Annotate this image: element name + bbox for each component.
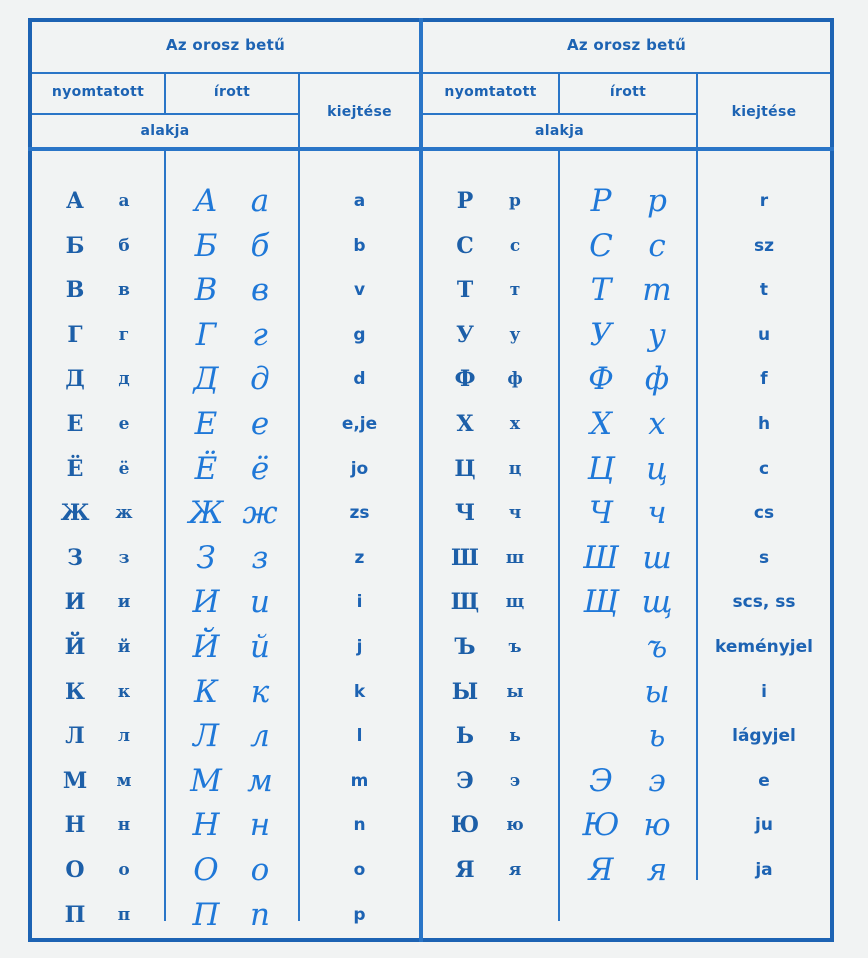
right-written-upper: С [589, 228, 613, 264]
right-form-header: alakja [534, 123, 585, 139]
right-printed-lower: ъ [508, 637, 522, 657]
left-printed-lower: б [118, 236, 130, 256]
right-written-upper: Я [588, 852, 614, 888]
right-letter-row [0, 359, 868, 399]
right-letter-row [0, 761, 868, 801]
left-written-lower: е [250, 406, 270, 442]
right-written-upper: У [589, 317, 613, 353]
right-pronunciation: ju [755, 815, 773, 835]
right-letter-row [0, 404, 868, 444]
right-printed-lower: ю [506, 815, 524, 835]
left-group-title: Az orosz betű [165, 36, 286, 54]
left-written-upper: Ж [188, 495, 224, 531]
right-printed-header: nyomtatott [444, 84, 537, 100]
right-printed-lower: ш [505, 548, 525, 568]
header-title-rule-left [32, 72, 419, 74]
right-printed-upper: Ф [454, 366, 476, 392]
right-printed-lower: э [509, 771, 521, 791]
left-pronunciation: d [353, 369, 366, 389]
left-printed-upper: Д [65, 366, 85, 392]
left-printed-upper: К [64, 679, 85, 705]
left-printed-lower: к [117, 682, 131, 702]
left-written-lower: и [250, 584, 270, 620]
left-printed-lower: и [117, 592, 131, 612]
left-printed-upper: О [65, 857, 85, 883]
left-printed-lower: о [118, 860, 130, 880]
left-written-lower: ж [242, 495, 278, 531]
right-printed-lower: ф [507, 369, 523, 389]
right-group-title: Az orosz betű [566, 36, 687, 54]
left-written-upper: Д [193, 361, 219, 397]
right-written-lower: ф [644, 361, 670, 397]
right-written-upper: Т [590, 272, 612, 308]
left-written-upper: Л [193, 718, 219, 754]
right-written-lower: э [648, 763, 666, 799]
left-written-upper: Е [194, 406, 218, 442]
left-pronunciation: l [356, 726, 363, 746]
left-written-lower: л [250, 718, 270, 754]
right-printed-upper: Р [456, 188, 474, 214]
right-written-lower: ю [643, 807, 671, 843]
left-pronunciation: k [353, 682, 366, 702]
left-printed-upper: Н [64, 812, 86, 838]
left-printed-lower: е [118, 414, 130, 434]
left-pronunciation: e,je [341, 414, 378, 434]
left-written-upper: Н [192, 807, 220, 843]
left-printed-upper: М [62, 768, 88, 794]
right-printed-upper: Э [456, 768, 474, 794]
left-pronunciation: p [353, 905, 366, 925]
left-written-lower: а [250, 183, 270, 219]
right-written-upper: Р [590, 183, 612, 219]
left-printed-lower: д [118, 369, 130, 389]
left-written-upper: Б [194, 228, 218, 264]
left-pronunciation: jo [350, 459, 369, 479]
left-printed-lower: й [117, 637, 131, 657]
right-printed-lower: х [509, 414, 521, 434]
right-printed-lower: щ [505, 592, 525, 612]
right-letter-row [0, 493, 868, 533]
left-pronunciation: v [353, 280, 366, 300]
right-written-lower: щ [641, 584, 673, 620]
right-pronunciation: i [761, 682, 767, 702]
left-written-lower: в [250, 272, 270, 308]
left-printed-upper: В [65, 277, 85, 303]
right-written-lower: р [647, 183, 667, 219]
left-printed-upper: З [67, 545, 83, 571]
right-printed-lower: р [509, 191, 521, 211]
left-written-upper: М [190, 763, 222, 799]
left-printed-lower: ё [118, 459, 130, 479]
left-written-lower: д [250, 361, 270, 397]
left-printed-upper: Е [66, 411, 84, 437]
left-printed-upper: Б [65, 233, 85, 259]
left-pronunciation: n [353, 815, 366, 835]
left-written-upper: В [194, 272, 218, 308]
right-printed-upper: Ц [454, 456, 476, 482]
left-printed-lower: ж [115, 503, 133, 523]
right-written-upper: Э [589, 763, 613, 799]
right-letter-row [0, 226, 868, 266]
right-pronunciation: ja [755, 860, 773, 880]
left-pronunciation: i [356, 592, 363, 612]
right-pronunciation: u [757, 325, 771, 345]
right-pronunciation: keményjel [715, 637, 813, 657]
left-written-upper: О [193, 852, 219, 888]
right-printed-upper: Ъ [454, 634, 476, 660]
right-printed-lower: у [509, 325, 521, 345]
left-printed-lower: н [117, 815, 131, 835]
right-printed-upper: Ы [451, 679, 479, 705]
right-pronunciation: h [757, 414, 771, 434]
right-letter-row [0, 627, 868, 667]
right-written-upper [570, 716, 632, 756]
left-pronunciation: j [356, 637, 363, 657]
left-written-upper: Й [192, 629, 220, 665]
left-printed-upper: А [66, 188, 84, 214]
left-printed-upper: И [64, 589, 86, 615]
left-printed-upper: Ж [60, 500, 90, 526]
left-written-upper: Ё [194, 451, 218, 487]
right-letter-row [0, 538, 868, 578]
right-pronunciation: c [758, 459, 770, 479]
left-written-lower: м [247, 763, 273, 799]
left-written-upper: А [194, 183, 218, 219]
right-written-lower: ы [644, 674, 670, 710]
right-letter-row [0, 449, 868, 489]
left-printed-upper: Г [67, 322, 83, 348]
right-printed-lower: ь [509, 726, 521, 746]
right-letter-row [0, 672, 868, 712]
right-pronunciation: s [758, 548, 770, 568]
right-pronunciation: scs, ss [732, 592, 796, 612]
right-written-lower: ц [646, 451, 668, 487]
right-letter-row [0, 716, 868, 756]
left-printed-lower: з [118, 548, 130, 568]
right-printed-upper: Т [456, 277, 474, 303]
left-printed-upper: Й [64, 634, 86, 660]
right-pronunciation: cs [753, 503, 775, 523]
right-printed-lower: с [509, 236, 521, 256]
left-written-upper: З [196, 540, 216, 576]
left-form-header: alakja [140, 123, 190, 139]
left-printed-lower: а [118, 191, 130, 211]
left-written-lower: н [249, 807, 271, 843]
right-written-header: írott [609, 84, 647, 100]
left-pronunciation: o [353, 860, 366, 880]
right-written-lower: ъ [646, 629, 668, 665]
right-written-lower: ш [642, 540, 672, 576]
right-written-upper [570, 672, 632, 712]
left-printed-lower: л [118, 726, 130, 746]
left-written-upper: П [192, 897, 220, 933]
right-pronunciation: t [759, 280, 769, 300]
right-printed-upper: С [456, 233, 474, 259]
left-printed-upper: Ё [66, 456, 84, 482]
right-written-upper: Х [589, 406, 613, 442]
right-written-upper: Ч [589, 495, 613, 531]
left-written-lower: ё [250, 451, 270, 487]
right-written-lower: т [642, 272, 672, 308]
header-bottom-rule [28, 147, 834, 151]
right-printed-upper: Ю [450, 812, 480, 838]
right-written-lower: я [646, 852, 668, 888]
left-pronunciation: b [353, 236, 366, 256]
right-written-lower: ь [648, 718, 666, 754]
right-pronunciation: f [760, 369, 768, 389]
right-letter-row [0, 805, 868, 845]
right-printed-upper: Ь [455, 723, 475, 749]
right-letter-row [0, 850, 868, 890]
left-written-upper: И [192, 584, 220, 620]
left-written-header: írott [213, 84, 251, 100]
left-written-lower: й [250, 629, 270, 665]
right-printed-upper: Х [456, 411, 474, 437]
left-written-lower: з [251, 540, 269, 576]
left-pronunciation-header: kiejtése [327, 104, 392, 120]
left-written-upper: Г [195, 317, 217, 353]
left-pronunciation: m [350, 771, 369, 791]
right-written-upper: Ф [588, 361, 614, 397]
right-written-upper: Ш [583, 540, 619, 576]
left-written-upper: К [194, 674, 218, 710]
left-written-lower: к [250, 674, 270, 710]
right-printed-upper: Ш [451, 545, 479, 571]
right-written-lower: х [648, 406, 666, 442]
left-printed-lower: м [116, 771, 132, 791]
right-pronunciation: e [758, 771, 770, 791]
left-written-lower: г [252, 317, 268, 353]
left-printed-lower: п [117, 905, 131, 925]
right-printed-upper: Щ [450, 589, 480, 615]
right-pronunciation-header: kiejtése [731, 104, 797, 120]
left-written-lower: п [250, 897, 270, 933]
left-letter-row [0, 895, 868, 935]
right-letter-row [0, 181, 868, 221]
header-title-rule-right [423, 72, 830, 74]
left-printed-header: nyomtatott [51, 84, 145, 100]
right-pronunciation: r [759, 191, 769, 211]
right-printed-lower: ч [508, 503, 522, 523]
right-pronunciation: sz [753, 236, 774, 256]
right-written-upper: Щ [583, 584, 619, 620]
left-written-lower: б [250, 228, 270, 264]
left-printed-upper: Л [65, 723, 85, 749]
right-written-upper: Ц [587, 451, 615, 487]
right-pronunciation: lágyjel [732, 726, 796, 746]
left-pronunciation: z [354, 548, 365, 568]
right-written-lower: ч [647, 495, 667, 531]
left-printed-lower: в [118, 280, 130, 300]
right-written-lower: у [648, 317, 666, 353]
right-letter-row [0, 315, 868, 355]
right-printed-lower: т [509, 280, 521, 300]
right-printed-upper: Ч [454, 500, 476, 526]
right-printed-upper: Я [455, 857, 475, 883]
left-written-lower: о [250, 852, 270, 888]
right-written-upper: Ю [582, 807, 620, 843]
left-pronunciation: zs [349, 503, 370, 523]
right-printed-lower: ы [506, 682, 524, 702]
left-printed-upper: П [64, 902, 86, 928]
left-pronunciation: g [353, 325, 366, 345]
right-letter-row [0, 582, 868, 622]
right-written-upper [570, 627, 632, 667]
right-printed-upper: У [456, 322, 474, 348]
right-printed-lower: я [508, 860, 522, 880]
right-printed-lower: ц [508, 459, 522, 479]
right-written-lower: с [648, 228, 666, 264]
left-printed-lower: г [118, 325, 130, 345]
left-pronunciation: a [353, 191, 366, 211]
right-letter-row [0, 270, 868, 310]
